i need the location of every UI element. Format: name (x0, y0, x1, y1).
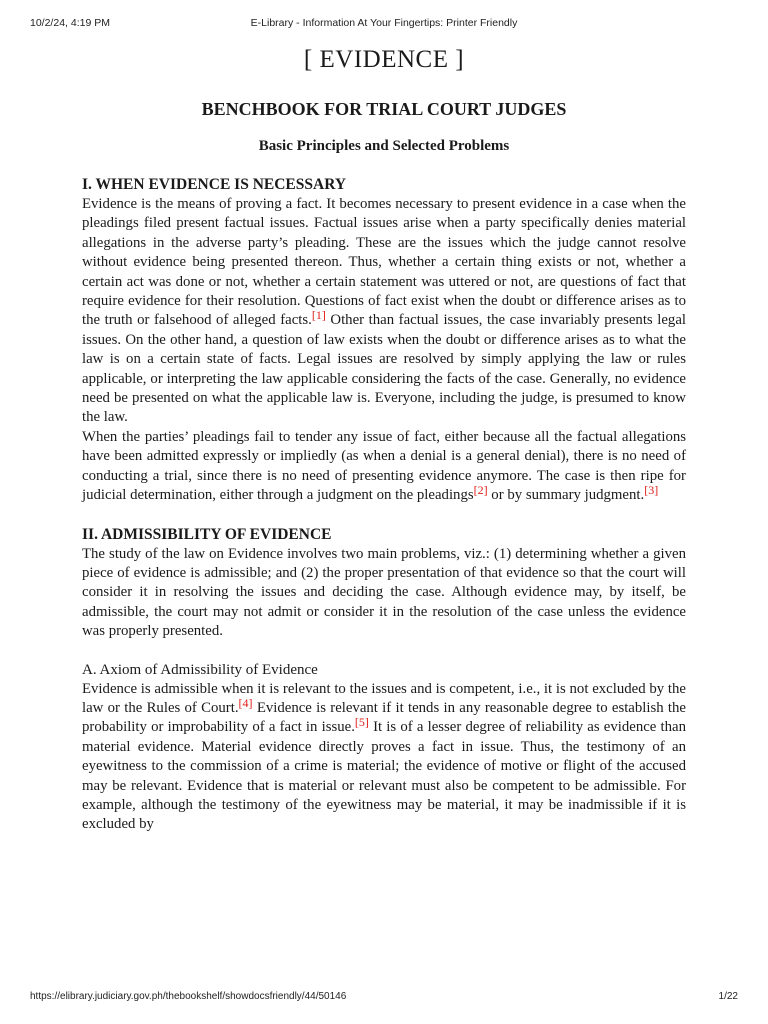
footnote-link-5[interactable]: [5] (354, 715, 369, 730)
footnote-link-1[interactable]: [1] (311, 308, 326, 323)
print-url: https://elibrary.judiciary.gov.ph/thebookshelf/showdocsfriendly/44/50146 (30, 991, 347, 1002)
print-date: 10/2/24, 4:19 PM (30, 17, 110, 29)
paragraph-text: It is of a lesser degree of reliability as evidence than material evidence. Material evidence directly proves a fact in issue. Thus, the testimony of an eyewitness to the commission of a crime is material; the evidence of motive or flight of the accused may be relevant. Evidence that is material or relevant must also be competent to be admissible. For example, although the testimony of the eyewitness may be material, it may be inadmissible if it is excluded by (82, 719, 687, 833)
print-header (30, 17, 738, 33)
paragraph-text: Evidence is the means of proving a fact. It becomes necessary to present evidence in a case when the pleadings filed present factual issues. Factual issues arise when a party specifically denies material allegations in the adverse party’s pleading. These are the issues which the judge cannot resolve without evidence being presented thereon. Thus, whether a certain thing exists or not, whether a certain act was done or not, whether a certain statement was uttered or not, are questions of fact that require evidence for their resolution. Questions of fact exist when the doubt or difference arises as to the truth or falsehood of alleged facts. (82, 196, 686, 329)
paragraph-text: Other than factual issues, the case invariably presents legal issues. On the other hand, a question of law exists when the doubt or difference arises as to what the law is on a certain state of facts. Legal issues are resolved by simply applying the law or rules applicable, or interpreting the law applicable considering the facts of the case. Generally, no evidence need be presented on what the applicable law is. Everyone, including the judge, is presumed to know the law. (82, 312, 686, 426)
print-page-title: E-Library - Information At Your Fingertips: Printer Friendly (250, 17, 518, 29)
document-subtitle: BENCHBOOK FOR TRIAL COURT JUDGES (201, 99, 567, 119)
paragraph-text: When the parties’ pleadings fail to tender any issue of fact, either because all the factual allegations have been admitted expressly or impliedly (as when a denial is a general denial), there is no need of conducting a trial, since there is no need of presenting evidence anymore. The case is then ripe for judicial determination, either through a judgment on the pleadings (82, 428, 686, 504)
paragraph: The study of the law on Evidence involves two main problems, viz.: (1) determining whether a given piece of evidence is admissible; and (2) the proper presentation of that evidence so that the court will consider it in resolving the issues and deciding the case. Although evidence may, by itself, be admissible, the court may not admit or consider it in the resolution of the case unless the evidence was properly presented. (82, 545, 686, 640)
document-subsubtitle: Basic Principles and Selected Problems (258, 138, 510, 154)
paragraph-text: or by summary judgment. (487, 487, 645, 504)
paragraph-text: Evidence is admissible when it is relevant to the issues and is competent, i.e., it is not excluded by the law or the Rules of Court. (82, 680, 686, 716)
paragraph (82, 428, 686, 506)
document-body (82, 44, 686, 835)
paragraph (82, 680, 686, 835)
paragraph-text: Evidence is relevant if it tends in any reasonable degree to establish the probability or improbability of a fact in issue. (82, 699, 686, 736)
document-title: [ EVIDENCE ] (303, 46, 465, 73)
page-number: 1/22 (718, 991, 738, 1002)
footnote-link-4[interactable]: [4] (238, 695, 253, 710)
paragraph (82, 195, 686, 428)
sub-heading-axiom: A. Axiom of Admissibility of Evidence (82, 661, 318, 678)
footnote-link-2[interactable]: [2] (473, 483, 488, 498)
section-heading-admissibility: II. ADMISSIBILITY OF EVIDENCE (82, 525, 332, 543)
footnote-link-3[interactable]: [3] (644, 483, 659, 498)
section-heading-when-evidence-necessary: I. WHEN EVIDENCE IS NECESSARY (82, 176, 347, 193)
print-footer (30, 991, 738, 1007)
